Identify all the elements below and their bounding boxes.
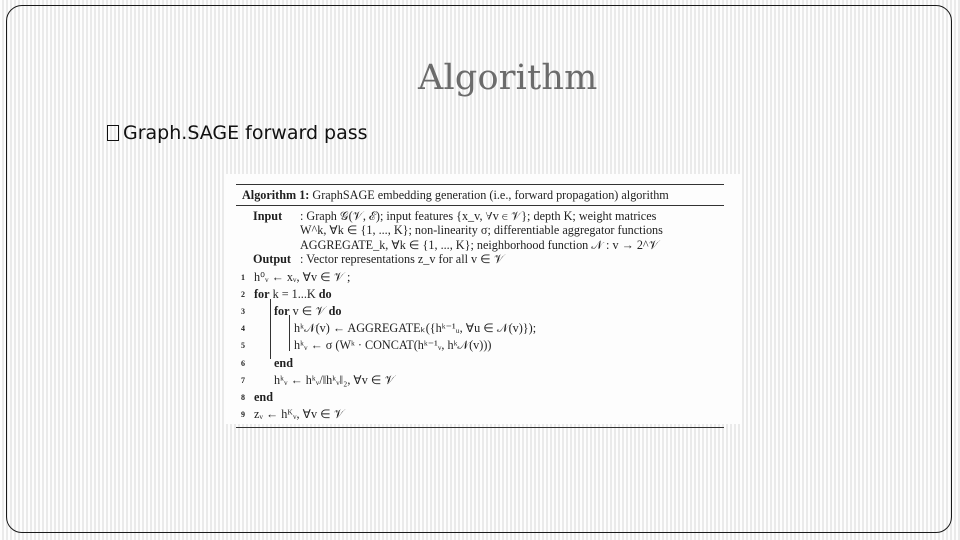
- algorithm-block: [236, 184, 724, 428]
- line-number: 7: [241, 375, 245, 385]
- bottom-rule: [236, 427, 724, 428]
- line-code: [274, 303, 342, 320]
- line-number: 2: [241, 289, 245, 299]
- keyword-do: do: [318, 286, 332, 301]
- keyword-for: for: [254, 286, 270, 301]
- input-line-2: W^k, ∀k ∈ {1, ..., K}; non-linearity σ; differentiable aggregator functions: [300, 223, 663, 238]
- loop-range: k = 1...K: [272, 286, 316, 301]
- keyword-end: end: [254, 389, 273, 404]
- line-number: 8: [241, 392, 245, 402]
- algorithm-line: [236, 372, 724, 389]
- line-number: 9: [241, 410, 245, 420]
- line-code: zᵥ ← hᴷᵥ, ∀v ∈ 𝒱: [254, 407, 344, 422]
- output-text: : Vector representations z_v for all v ∈ 𝒱: [300, 252, 504, 267]
- input-line-1: : Graph 𝒢(𝒱, ℰ); input features {x_v, ∀v ∈ 𝒱}; depth K; weight matrices: [300, 209, 657, 223]
- keyword-do: do: [328, 304, 342, 318]
- output-block: [236, 252, 724, 266]
- algorithm-line: [236, 337, 724, 354]
- line-number: 3: [241, 307, 245, 316]
- header-rule: [236, 205, 724, 206]
- algorithm-lines: [236, 269, 724, 424]
- algorithm-line: [236, 389, 724, 406]
- bullet-glyph-icon: [107, 125, 119, 141]
- keyword-for: for: [274, 304, 290, 318]
- algorithm-caption: GraphSAGE embedding generation (i.e., forward propagation) algorithm: [312, 188, 669, 202]
- bullet-item: [107, 122, 368, 144]
- keyword-end: end: [274, 355, 293, 370]
- algorithm-header: [236, 185, 724, 205]
- input-label: Input: [253, 209, 283, 223]
- loop-range: v ∈ 𝒱: [292, 304, 326, 318]
- line-code: hᵏᵥ ← hᵏᵥ/‖hᵏᵥ‖₂, ∀v ∈ 𝒱: [274, 372, 395, 387]
- line-code: hᵏ𝒩(v) ← AGGREGATEₖ({hᵏ⁻¹ᵤ, ∀u ∈ 𝒩(v)});: [294, 321, 537, 336]
- algorithm-figure: [224, 174, 740, 424]
- slide-title: Algorithm: [418, 58, 598, 98]
- algorithm-line: [236, 303, 724, 320]
- line-code: [254, 286, 332, 303]
- output-label: Output: [253, 252, 291, 267]
- algorithm-line: [236, 269, 724, 286]
- algorithm-line: [236, 406, 724, 423]
- input-block: [236, 209, 724, 252]
- line-number: 4: [241, 324, 245, 334]
- input-line-3: AGGREGATE_k, ∀k ∈ {1, ..., K}; neighborhood function 𝒩 : v → 2^𝒱: [300, 237, 659, 252]
- line-code: hᵏᵥ ← σ (Wᵏ · CONCAT(hᵏ⁻¹ᵥ, hᵏ𝒩(v))): [294, 338, 492, 353]
- algorithm-line: [236, 286, 724, 303]
- line-number: 1: [241, 272, 245, 282]
- algorithm-line: [236, 320, 724, 337]
- line-code: h⁰ᵥ ← xᵥ, ∀v ∈ 𝒱 ;: [254, 269, 351, 284]
- algorithm-line: [236, 355, 724, 372]
- line-number: 5: [241, 341, 245, 351]
- algorithm-label: Algorithm 1:: [242, 188, 310, 202]
- line-number: 6: [241, 358, 245, 368]
- bullet-text: Graph.SAGE forward pass: [123, 122, 368, 144]
